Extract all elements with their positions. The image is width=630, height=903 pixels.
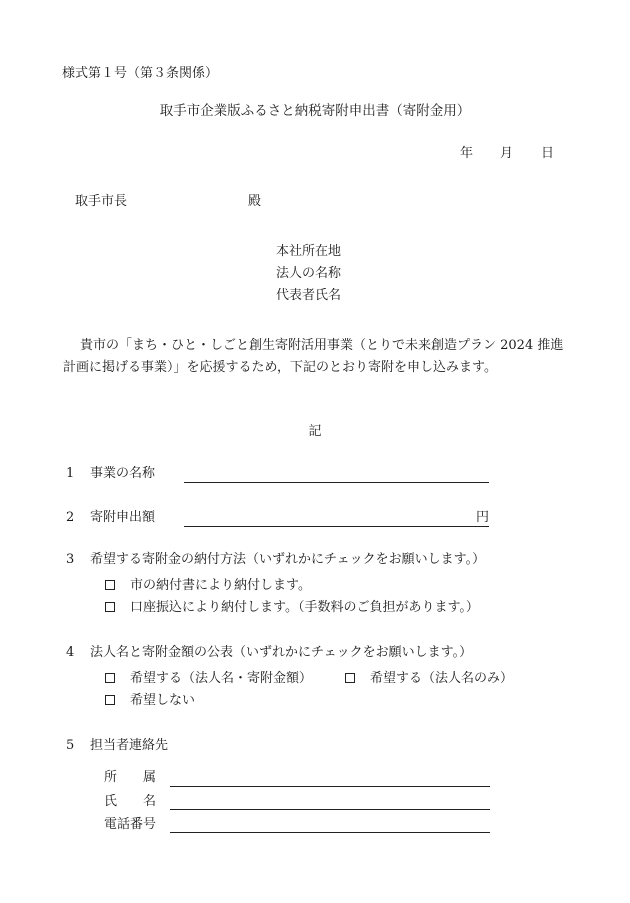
body-text-line-2: 計画に掲げる事業）」を応援するため，下記のとおり寄附を申し込みます。: [63, 360, 497, 375]
date-year-label: 年: [460, 146, 474, 161]
corp-name-label: 法人の名称: [276, 266, 342, 281]
hq-address-label: 本社所在地: [276, 244, 342, 259]
department-field[interactable]: [170, 770, 490, 786]
item-3-number: 3: [66, 552, 75, 567]
phone-underline: [170, 832, 490, 833]
addressee-honorific: 殿: [248, 194, 262, 209]
form-id: 様式第１号（第３条関係）: [62, 66, 219, 81]
contact-name-field[interactable]: [170, 794, 490, 810]
publish-name-only-option: 希望する（法人名のみ）: [370, 671, 514, 686]
date-month-label: 月: [500, 146, 514, 161]
date-day-label: 日: [541, 146, 555, 161]
project-name-field[interactable]: [184, 466, 489, 482]
no-publish-checkbox[interactable]: [105, 695, 115, 705]
donation-amount-field[interactable]: [184, 510, 469, 526]
donation-amount-underline: [184, 526, 489, 527]
no-publish-option: 希望しない: [130, 693, 196, 708]
item-1-number: 1: [66, 466, 75, 481]
item-4-label: 法人名と寄附金額の公表（いずれかにチェックをお願いします。）: [90, 645, 473, 660]
bank-transfer-option: 口座振込により納付します。（手数料のご負担があります。）: [130, 600, 479, 615]
representative-label: 代表者氏名: [276, 288, 342, 303]
item-4-number: 4: [66, 645, 75, 660]
item-5-label: 担当者連絡先: [90, 738, 169, 753]
body-text-line-1: 貴市の「まち・ひと・しごと創生寄附活用事業（とりで未来創造プラン 2024 推進: [80, 338, 564, 353]
item-2-number: 2: [66, 510, 75, 525]
publish-name-only-checkbox[interactable]: [345, 673, 355, 683]
contact-name-underline: [170, 809, 490, 810]
phone-label: 電話番号: [104, 817, 157, 832]
payment-slip-checkbox[interactable]: [105, 580, 115, 590]
project-name-underline: [184, 482, 489, 483]
department-label: 所 属: [104, 770, 157, 785]
item-5-number: 5: [66, 738, 75, 753]
ki-heading: 記: [308, 424, 322, 439]
phone-field[interactable]: [170, 817, 490, 833]
item-3-label: 希望する寄附金の納付方法（いずれかにチェックをお願いします。）: [90, 552, 486, 567]
document-title: 取手市企業版ふるさと納税寄附申出書（寄附金用）: [159, 103, 471, 119]
yen-unit: 円: [476, 510, 490, 525]
payment-slip-option: 市の納付書により納付します。: [130, 578, 311, 593]
addressee-name: 取手市長: [75, 194, 128, 209]
department-underline: [170, 786, 490, 787]
item-2-label: 寄附申出額: [90, 510, 156, 525]
contact-name-label: 氏 名: [104, 794, 157, 809]
bank-transfer-checkbox[interactable]: [105, 602, 115, 612]
item-1-label: 事業の名称: [90, 466, 156, 481]
publish-name-amount-option: 希望する（法人名・寄附金額）: [130, 671, 313, 686]
publish-name-amount-checkbox[interactable]: [105, 673, 115, 683]
